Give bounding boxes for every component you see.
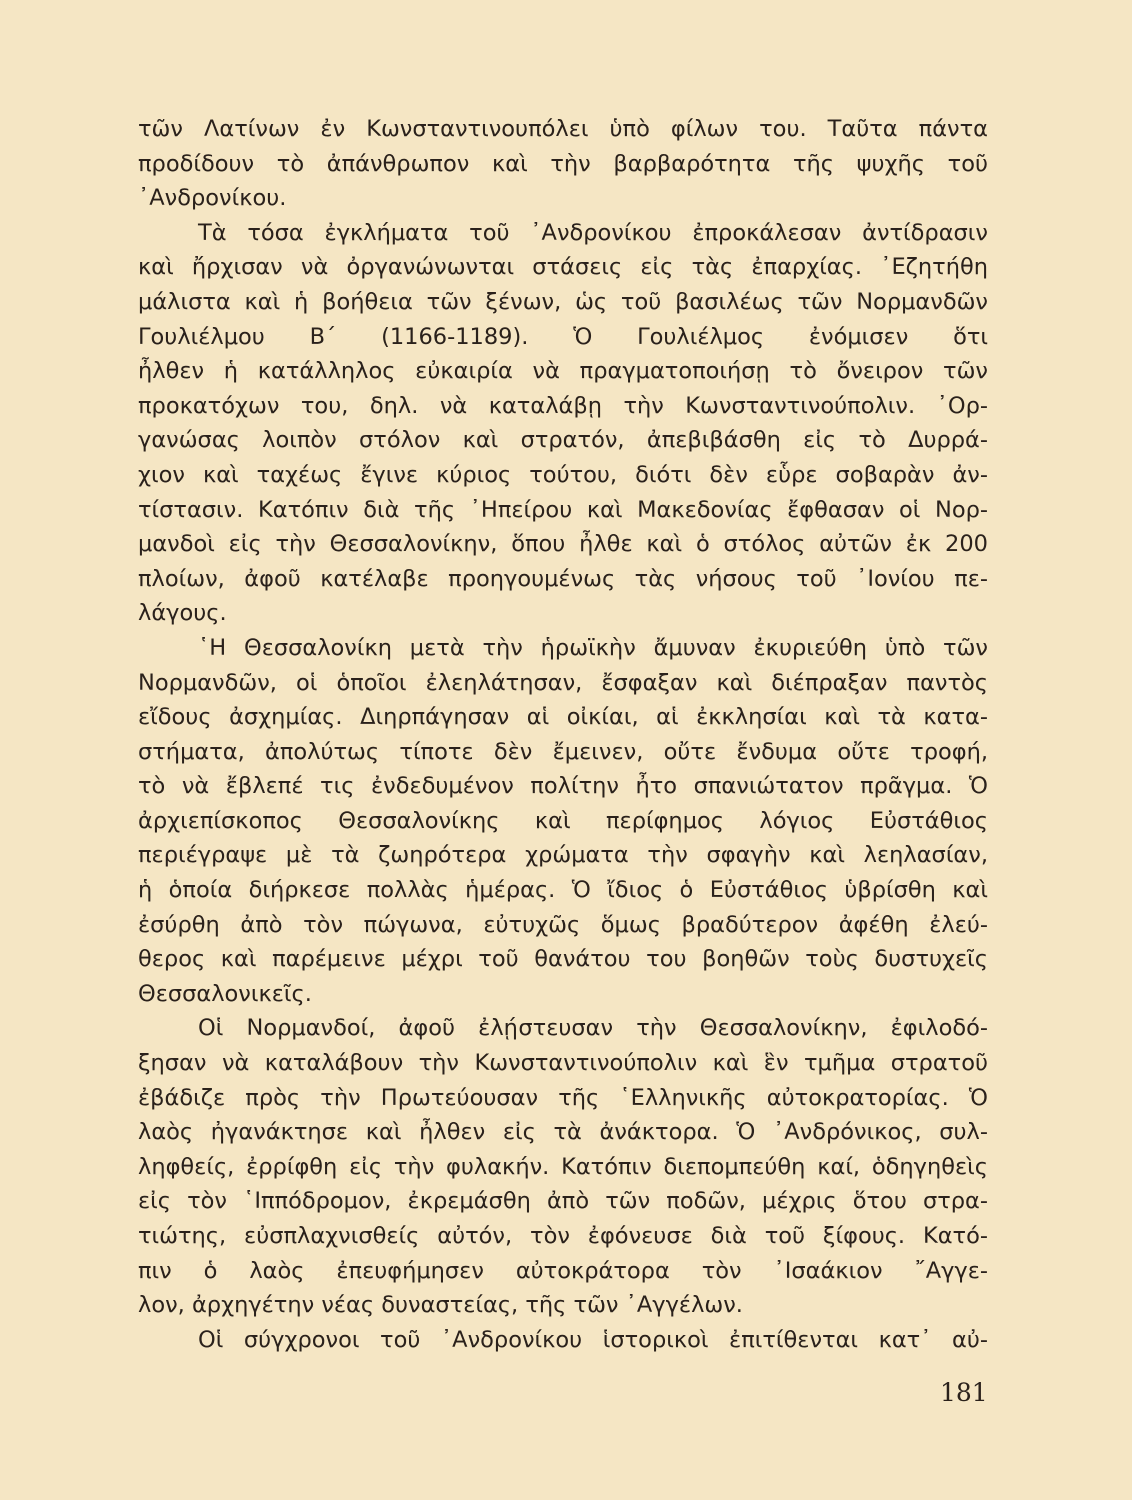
text-line: τίστασιν. Κατόπιν διὰ τῆς ᾿Ηπείρου καὶ Μακεδονίας ἔφθασαν οἱ Νορ- [138, 496, 988, 523]
text-line: λον, ἀρχηγέτην νέας δυναστείας, τῆς τῶν ᾿Αγγέλων. [138, 1292, 743, 1319]
text-line: γανώσας λοιπὸν στόλον καὶ στρατόν, ἀπεβιβάσθη εἰς τὸ Δυρρά- [138, 427, 988, 454]
text-line: προδίδουν τὸ ἀπάνθρωπον καὶ τὴν βαρβαρότητα τῆς ψυχῆς τοῦ [138, 150, 988, 177]
text-line: τὸ νὰ ἔβλεπέ τις ἐνδεδυμένον πολίτην ἦτο σπανιώτατον πρᾶγμα. Ὁ [138, 773, 988, 800]
text-line: περιέγραψε μὲ τὰ ζωηρότερα χρώματα τὴν σφαγὴν καὶ λεηλασίαν, [138, 842, 988, 869]
text-line: στήματα, ἀπολύτως τίποτε δὲν ἔμεινεν, οὔτε ἔνδυμα οὔτε τροφή, [138, 738, 988, 765]
text-line: καὶ ἤρχισαν νὰ ὀργανώνωνται στάσεις εἰς τὰς ἐπαρχίας. ᾿Εζητήθη [138, 254, 988, 281]
text-line: Τὰ τόσα ἐγκλήματα τοῦ ᾿Ανδρονίκου ἐπροκάλεσαν ἀντίδρασιν [198, 219, 988, 246]
text-line: μάλιστα καὶ ἡ βοήθεια τῶν ξένων, ὡς τοῦ βασιλέως τῶν Νορμανδῶν [138, 288, 988, 315]
text-line: ληφθείς, ἐρρίφθη εἰς τὴν φυλακήν. Κατόπιν διεπομπεύθη καί, ὁδηγηθεὶς [138, 1153, 988, 1180]
text-line: ἡ ὁποία διήρκεσε πολλὰς ἡμέρας. Ὁ ἴδιος ὁ Εὐστάθιος ὑβρίσθη καὶ [138, 877, 988, 904]
text-line: ξησαν νὰ καταλάβουν τὴν Κωνσταντινούπολιν καὶ ἓν τμῆμα στρατοῦ [138, 1050, 988, 1077]
body-text [138, 112, 988, 1357]
text-line: χιον καὶ ταχέως ἔγινε κύριος τούτου, διότι δὲν εὗρε σοβαρὰν ἀν- [138, 461, 988, 488]
text-line: θερος καὶ παρέμεινε μέχρι τοῦ θανάτου του βοηθῶν τοὺς δυστυχεῖς [138, 946, 988, 973]
text-line: ῾Η Θεσσαλονίκη μετὰ τὴν ἡρωϊκὴν ἄμυναν ἐκυριεύθη ὑπὸ τῶν [198, 634, 988, 661]
text-line: λαὸς ἠγανάκτησε καὶ ἦλθεν εἰς τὰ ἀνάκτορα. Ὁ ᾿Ανδρόνικος, συλ- [138, 1119, 988, 1146]
text-line: μανδοὶ εἰς τὴν Θεσσαλονίκην, ὅπου ἦλθε καὶ ὁ στόλος αὐτῶν ἐκ 200 [138, 531, 988, 558]
text-line: τῶν Λατίνων ἐν Κωνσταντινουπόλει ὑπὸ φίλων του. Ταῦτα πάντα [138, 116, 988, 142]
text-line: ἐσύρθη ἀπὸ τὸν πώγωνα, εὐτυχῶς ὅμως βραδύτερον ἀφέθη ἐλεύ- [138, 911, 988, 938]
text-line: ἀρχιεπίσκοπος Θεσσαλονίκης καὶ περίφημος λόγιος Εὐστάθιος [138, 807, 988, 834]
text-line: λάγους. [138, 600, 227, 627]
text-line: Νορμανδῶν, οἱ ὁποῖοι ἐλεηλάτησαν, ἔσφαξαν καὶ διέπραξαν παντὸς [138, 669, 988, 696]
text-line: Οἱ Νορμανδοί, ἀφοῦ ἐλῄστευσαν τὴν Θεσσαλονίκην, ἐφιλοδό- [198, 1015, 988, 1042]
text-line: ἦλθεν ἡ κατάλληλος εὐκαιρία νὰ πραγματοποιήσῃ τὸ ὄνειρον τῶν [138, 358, 988, 385]
text-line: ἐβάδιζε πρὸς τὴν Πρωτεύουσαν τῆς ῾Ελληνικῆς αὐτοκρατορίας. Ὁ [138, 1084, 988, 1111]
text-line: Οἱ σύγχρονοι τοῦ ᾿Ανδρονίκου ἱστορικοὶ ἐπιτίθενται κατ᾿ αὐ- [198, 1326, 988, 1353]
text-line: Γουλιέλμου Β΄ (1166-1189). Ὁ Γουλιέλμος ἐνόμισεν ὅτι [138, 323, 988, 350]
text-line: εἴδους ἀσχημίας. Διηρπάγησαν αἱ οἰκίαι, αἱ ἐκκλησίαι καὶ τὰ κατα- [138, 704, 988, 731]
page-number: 181 [940, 1378, 988, 1407]
text-line: πιν ὁ λαὸς ἐπευφήμησεν αὐτοκράτορα τὸν ᾿Ισαάκιον ῎Αγγε- [138, 1257, 988, 1284]
text-line: ᾿Ανδρονίκου. [138, 185, 287, 212]
text-line: πλοίων, ἀφοῦ κατέλαβε προηγουμένως τὰς νήσους τοῦ ᾿Ιονίου πε- [138, 565, 988, 592]
text-line: Θεσσαλονικεῖς. [138, 980, 312, 1007]
text-line: προκατόχων του, δηλ. νὰ καταλάβῃ τὴν Κωνσταντινούπολιν. ᾿Ορ- [138, 392, 988, 419]
text-line: τιώτης, εὐσπλαχνισθείς αὐτόν, τὸν ἐφόνευσε διὰ τοῦ ξίφους. Κατό- [138, 1223, 988, 1249]
text-line: εἰς τὸν ῾Ιππόδρομον, ἐκρεμάσθη ἀπὸ τῶν ποδῶν, μέχρις ὅτου στρα- [138, 1188, 988, 1215]
